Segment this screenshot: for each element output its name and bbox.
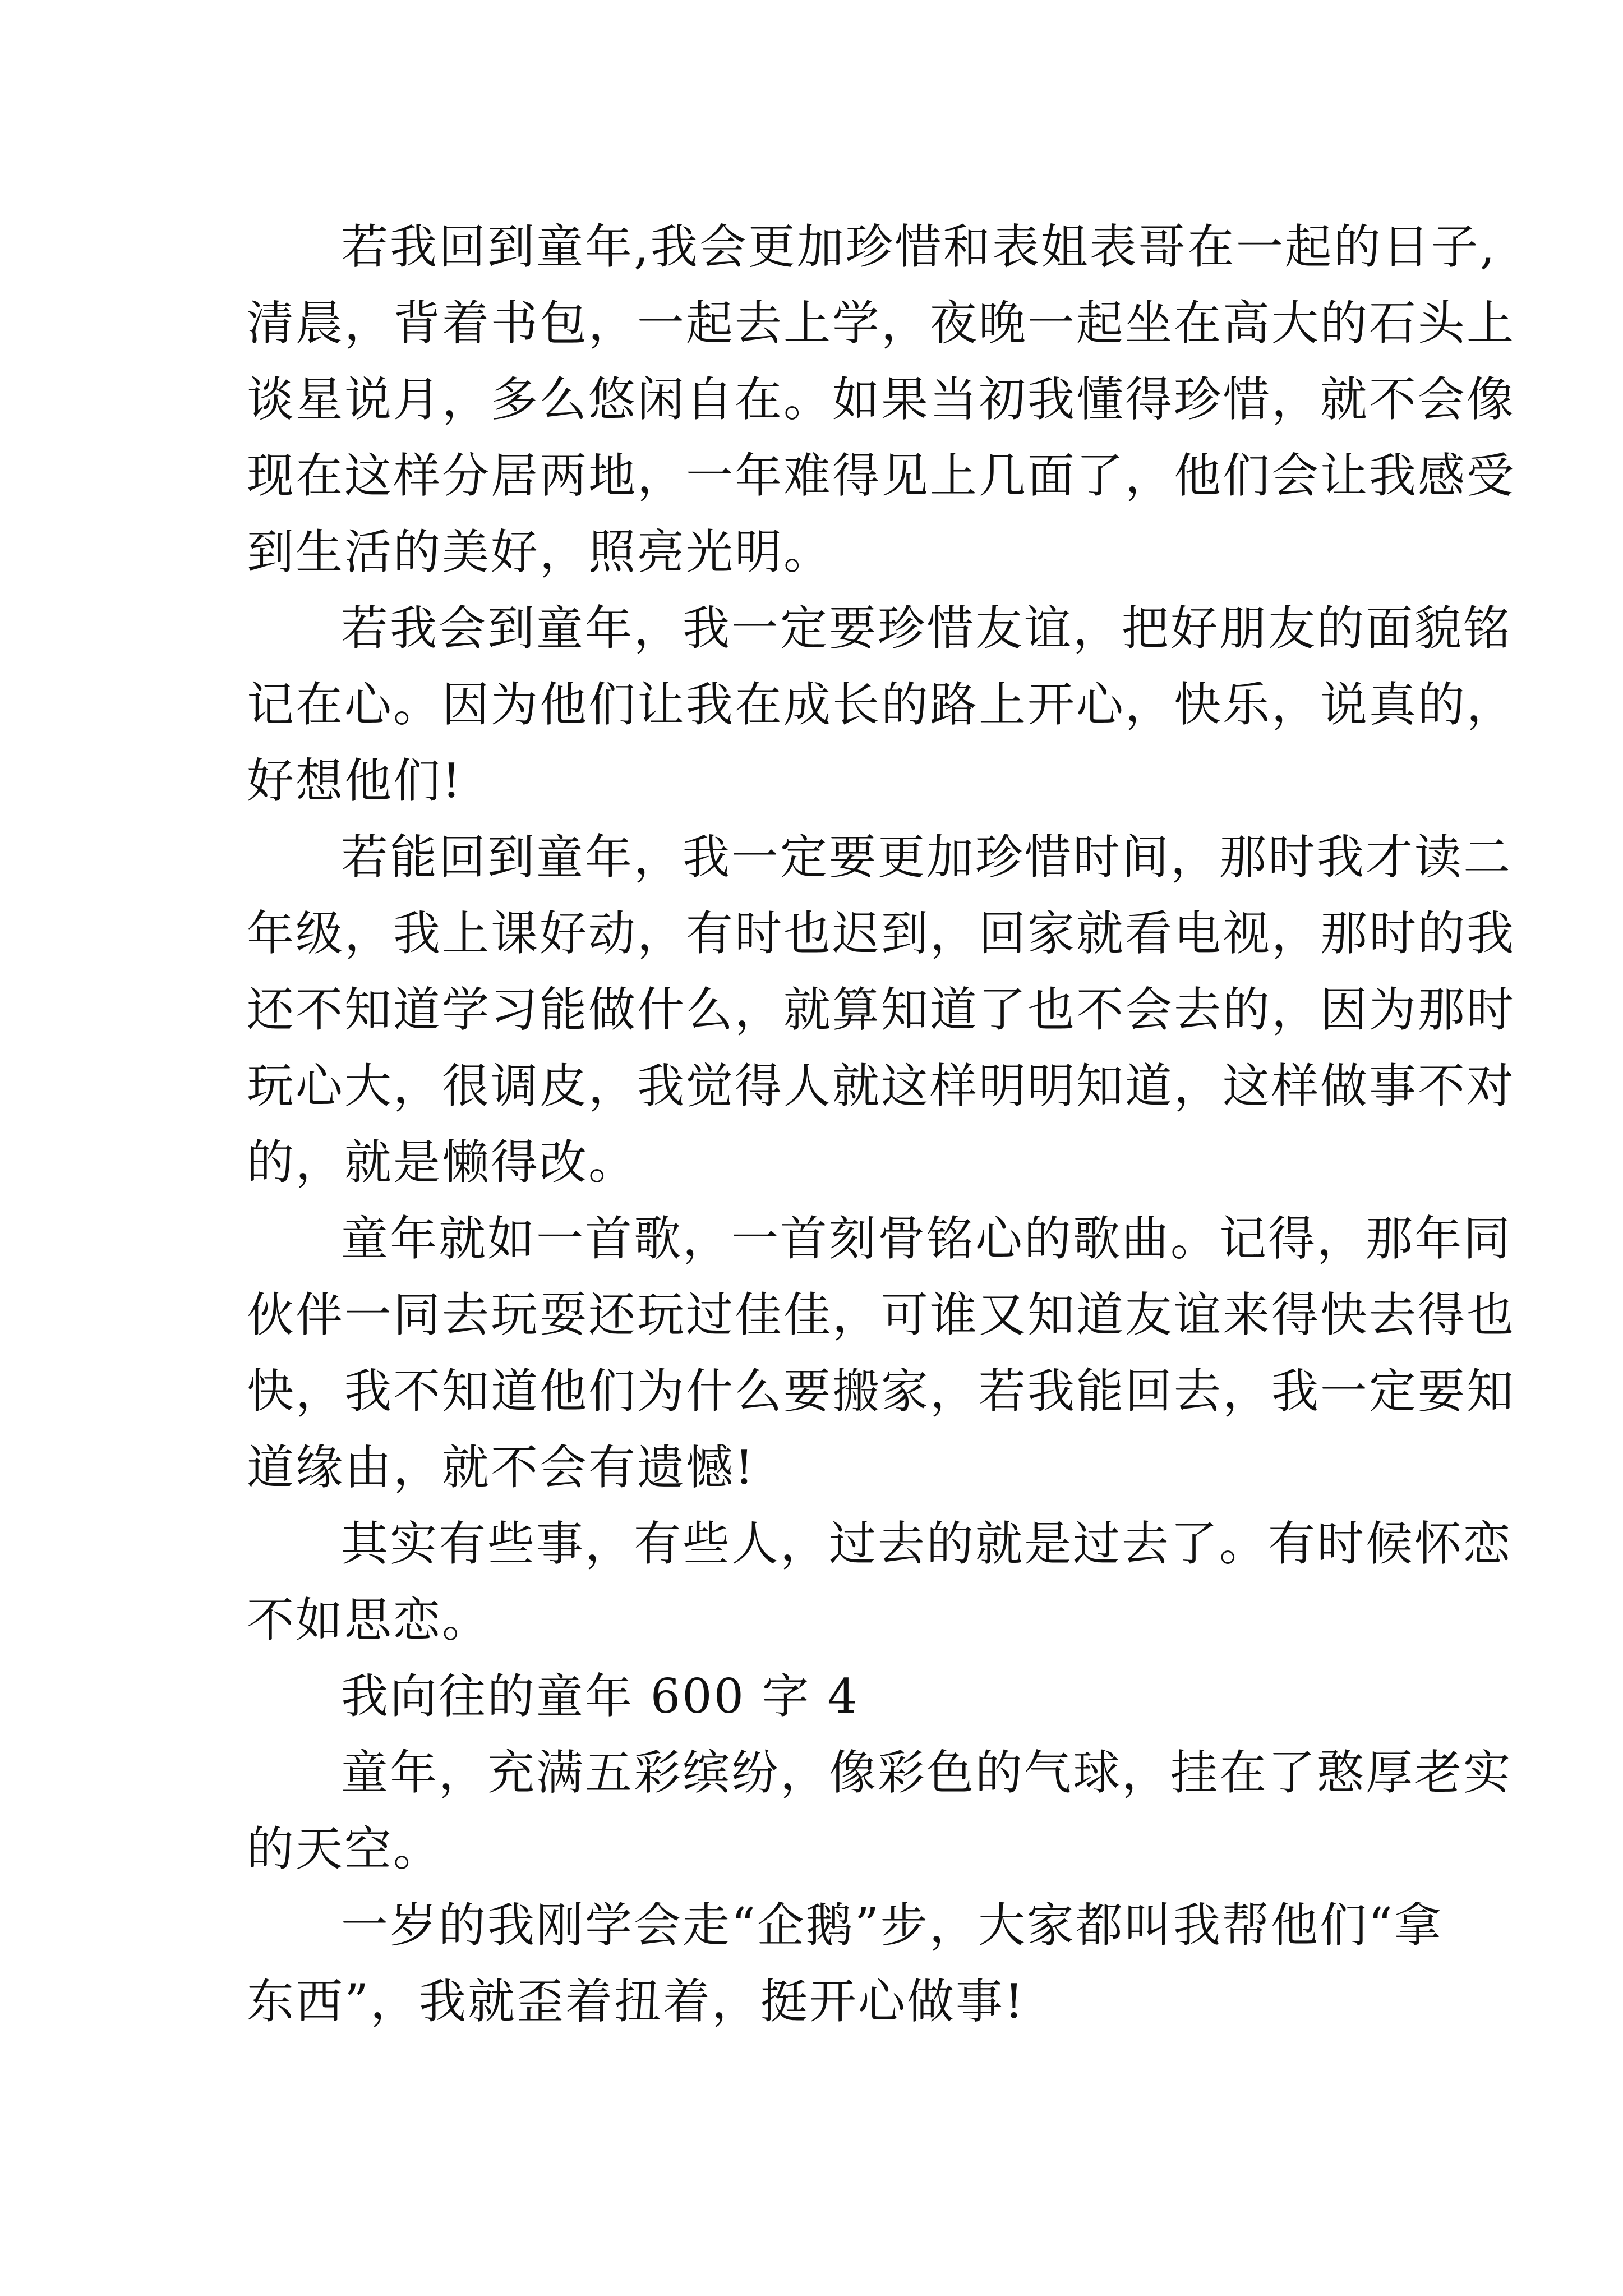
text-line: 谈星说月，多么悠闲自在。如果当初我懂得珍惜，就不会像: [247, 372, 1516, 427]
text-line: 玩心大，很调皮，我觉得人就这样明明知道，这样做事不对: [247, 1059, 1516, 1114]
text-line: 童年就如一首歌，一首刻骨铭心的歌曲。记得，那年同: [341, 1211, 1513, 1266]
text-line: 年级，我上课好动，有时也迟到，回家就看电视，那时的我: [247, 906, 1516, 961]
text-line: 其实有些事，有些人，过去的就是过去了。有时候怀恋: [341, 1516, 1513, 1571]
text-line: 东西”，我就歪着扭着，挺开心做事!: [247, 1974, 1025, 2029]
text-line: 快，我不知道他们为什么要搬家，若我能回去，我一定要知: [247, 1364, 1516, 1419]
text-line: 若能回到童年，我一定要更加珍惜时间，那时我才读二: [341, 830, 1513, 885]
text-line: 清晨，背着书包，一起去上学，夜晚一起坐在高大的石头上: [247, 296, 1516, 351]
text-line: 若我回到童年,我会更加珍惜和表姐表哥在一起的日子,: [341, 219, 1497, 274]
text-line: 童年，充满五彩缤纷，像彩色的气球，挂在了憨厚老实: [341, 1745, 1513, 1800]
text-line: 伙伴一同去玩耍还玩过佳佳，可谁又知道友谊来得快去得也: [247, 1287, 1516, 1342]
text-line: 到生活的美好，照亮光明。: [247, 524, 833, 579]
text-line: 还不知道学习能做什么，就算知道了也不会去的，因为那时: [247, 982, 1516, 1037]
text-line: 的天空。: [247, 1821, 442, 1876]
text-line: 现在这样分居两地，一年难得见上几面了，他们会让我感受: [247, 448, 1516, 503]
text-line: 若我会到童年，我一定要珍惜友谊，把好朋友的面貌铭: [341, 601, 1513, 656]
text-line: 不如思恋。: [247, 1593, 491, 1648]
text-line: 好想他们!: [247, 753, 463, 808]
document-body: [247, 209, 1516, 2040]
text-line: 的，就是懒得改。: [247, 1135, 638, 1190]
section-heading: 我向往的童年 600 字 4: [341, 1669, 859, 1724]
text-line: 一岁的我刚学会走“企鹅”步，大家都叫我帮他们“拿: [341, 1898, 1443, 1953]
text-line: 记在心。因为他们让我在成长的路上开心，快乐，说真的，: [247, 677, 1516, 732]
text-line: 道缘由，就不会有遗憾!: [247, 1440, 755, 1495]
